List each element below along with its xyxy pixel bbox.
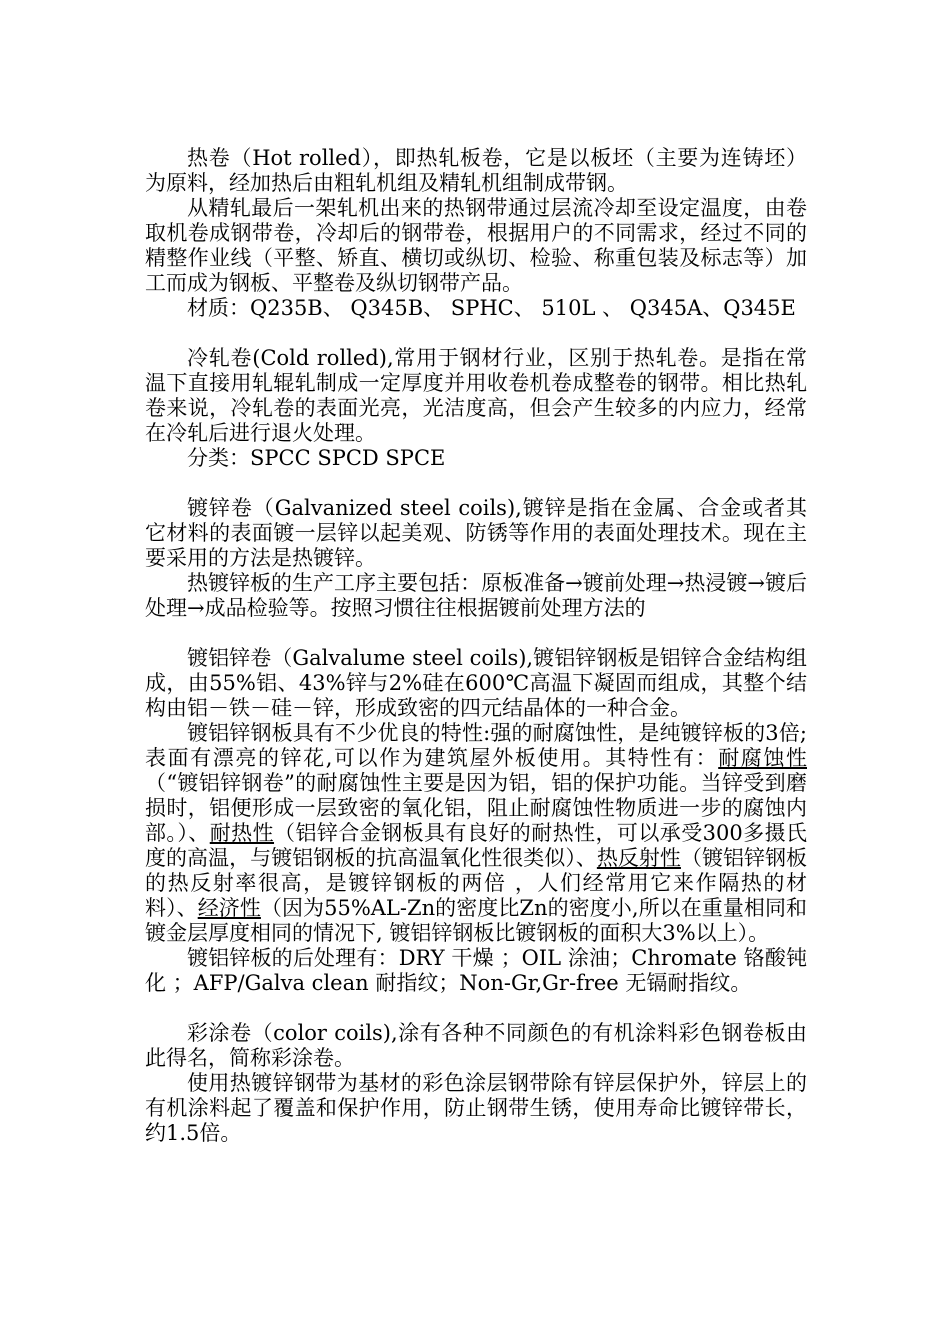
hot-rolled-intro: 热卷（Hot rolled），即热轧板卷，它是以板坯（主要为连铸坯）为原料，经加热后由粗轧机组及精轧机组制成带钢。 xyxy=(145,146,807,195)
color-coated-intro: 彩涂卷（color coils),涂有各种不同颜色的有机涂料彩色钢卷板由此得名，简称彩涂卷。 xyxy=(145,1021,807,1070)
galvanized-process: 热镀锌板的生产工序主要包括：原板准备→镀前处理→热浸镀→镀后处理→成品检验等。按照习惯往往根据镀前处理方法的 xyxy=(145,571,807,620)
property-corrosion-resistance: 耐腐蚀性 xyxy=(718,746,807,770)
galvalume-properties-text: （镀铝锌钢板的热反射率很高，是镀锌钢板的两倍 ，人们经常用它来作隔热的材料）、 xyxy=(145,846,808,920)
document-body xyxy=(145,146,807,1146)
section-spacer xyxy=(145,996,807,1021)
galvalume-properties xyxy=(145,721,807,946)
section-spacer xyxy=(145,471,807,496)
property-economy: 经济性 xyxy=(197,896,261,920)
hot-rolled-process: 从精轧最后一架轧机出来的热钢带通过层流冷却至设定温度，由卷取机卷成钢带卷，冷却后的钢带卷，根据用户的不同需求，经过不同的精整作业线（平整、矫直、横切或纵切、检验、称重包装及标志等）加工而成为钢板、平整卷及纵切钢带产品。 xyxy=(145,196,807,295)
galvanized-intro: 镀锌卷（Galvanized steel coils),镀锌是指在金属、合金或者其它材料的表面镀一层锌以起美观、防锈等作用的表面处理技术。现在主要采用的方法是热镀锌。 xyxy=(145,496,807,570)
galvalume-properties-text: （铝锌合金钢板具有良好的耐热性，可以承受300多摄氏度的高温，与镀铝钢板的抗高温氧化性很类似）、 xyxy=(145,821,808,870)
section-spacer xyxy=(145,321,807,346)
property-heat-reflectivity: 热反射性 xyxy=(596,846,681,870)
cold-rolled-intro: 冷轧卷(Cold rolled),常用于钢材行业，区别于热轧卷。是指在常温下直接用轧辊轧制成一定厚度并用收卷机卷成整卷的钢带。相比热轧卷来说，冷轧卷的表面光亮，光洁度高，但会产生较多的内应力，经常在冷轧后进行退火处理。 xyxy=(145,346,807,445)
color-coated-description: 使用热镀锌钢带为基材的彩色涂层钢带除有锌层保护外，锌层上的有机涂料起了覆盖和保护作用，防止钢带生锈，使用寿命比镀锌带长，约1.5倍。 xyxy=(145,1071,807,1145)
galvalume-post-treatment: 镀铝锌板的后处理有：DRY 干燥 ；OIL 涂油；Chromate 铬酸钝化 ；AFP/Galva clean 耐指纹；Non-Gr,Gr-free 无镉耐指纹。 xyxy=(145,946,807,995)
property-heat-resistance: 耐热性 xyxy=(209,821,275,845)
hot-rolled-materials: 材质：Q235B、 Q345B、 SPHC、 510L 、 Q345A、Q345E xyxy=(187,296,796,320)
section-spacer xyxy=(145,621,807,646)
cold-rolled-grades: 分类：SPCC SPCD SPCE xyxy=(187,446,446,470)
galvalume-properties-text: （因为55%AL-Zn的密度比Zn的密度小,所以在重量相同和镀金层厚度相同的情况下, 镀铝锌钢板比镀钢板的面积大3%以上）。 xyxy=(145,896,808,945)
galvalume-intro: 镀铝锌卷（Galvalume steel coils),镀铝锌钢板是铝锌合金结构组成，由55%铝、43%锌与2%硅在600℃高温下凝固而组成，其整个结构由铝－铁－硅－锌，形成致密的四元结晶体的一种合金。 xyxy=(145,646,807,720)
galvalume-properties-text: （“镀铝锌钢卷”的耐腐蚀性主要是因为铝，铝的保护功能。当锌受到磨损时，铝便形成一层致密的氧化铝，阻止耐腐蚀性物质进一步的腐蚀内部。）、 xyxy=(145,771,807,845)
galvalume-properties-text: 镀铝锌钢板具有不少优良的特性:强的耐腐蚀性，是纯镀锌板的3倍;表面有漂亮的锌花,可以作为建筑屋外板使用。其特性有： xyxy=(145,721,807,770)
